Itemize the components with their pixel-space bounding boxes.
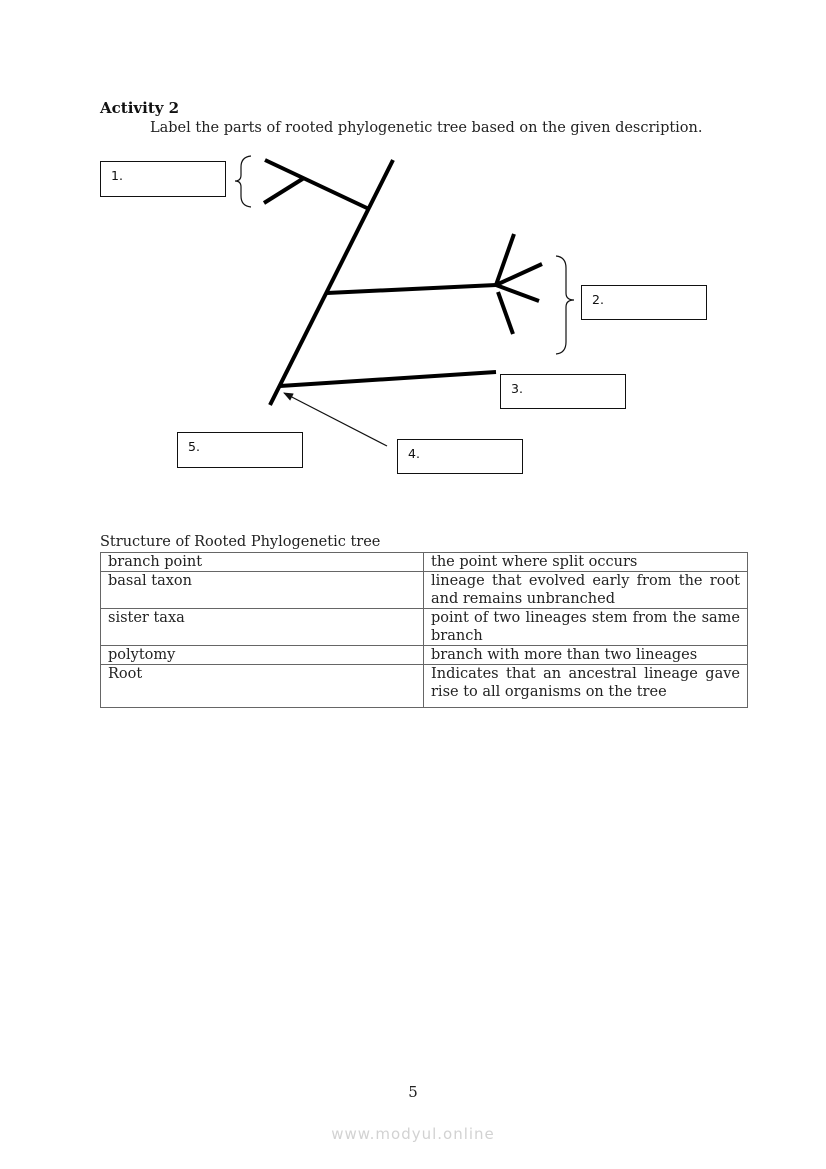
watermark: www.modyul.online [331,1125,495,1143]
table-row [101,572,748,609]
description-cell: Indicates that an ancestral lineage gave rise to all organisms on the tree [424,665,748,708]
label-box-4[interactable]: 4. [397,439,523,474]
description-cell: the point where split occurs [424,553,748,572]
label-box-5[interactable]: 5. [177,432,303,468]
table-row [101,609,748,646]
table-row [101,665,748,708]
description-cell: point of two lineages stem from the same branch [424,609,748,646]
middle-branch [327,285,496,293]
label-box-1[interactable]: 1. [100,161,226,197]
table-row [101,646,748,665]
term-cell: basal taxon [101,572,424,609]
basal-branch [280,372,496,386]
table-row [101,553,748,572]
brace-polytomy [556,256,574,354]
term-cell: Root [101,665,424,708]
term-cell: sister taxa [101,609,424,646]
structure-table [100,552,748,708]
page-number: 5 [408,1083,418,1101]
brace-top [235,156,251,207]
label-box-2[interactable]: 2. [581,285,707,320]
term-cell: polytomy [101,646,424,665]
description-cell: branch with more than two lineages [424,646,748,665]
polytomy-lineage-4 [498,292,513,334]
term-cell: branch point [101,553,424,572]
tree-trunk [270,160,393,405]
top-branch [265,160,369,209]
activity-title: Activity 2 [100,99,180,117]
label-box-3[interactable]: 3. [500,374,626,409]
table-caption: Structure of Rooted Phylogenetic tree [100,534,381,550]
sister-taxa-branch [264,178,304,203]
description-cell: lineage that evolved early from the root and remains unbranched [424,572,748,609]
activity-instruction: Label the parts of rooted phylogenetic tree based on the given description. [150,120,703,136]
